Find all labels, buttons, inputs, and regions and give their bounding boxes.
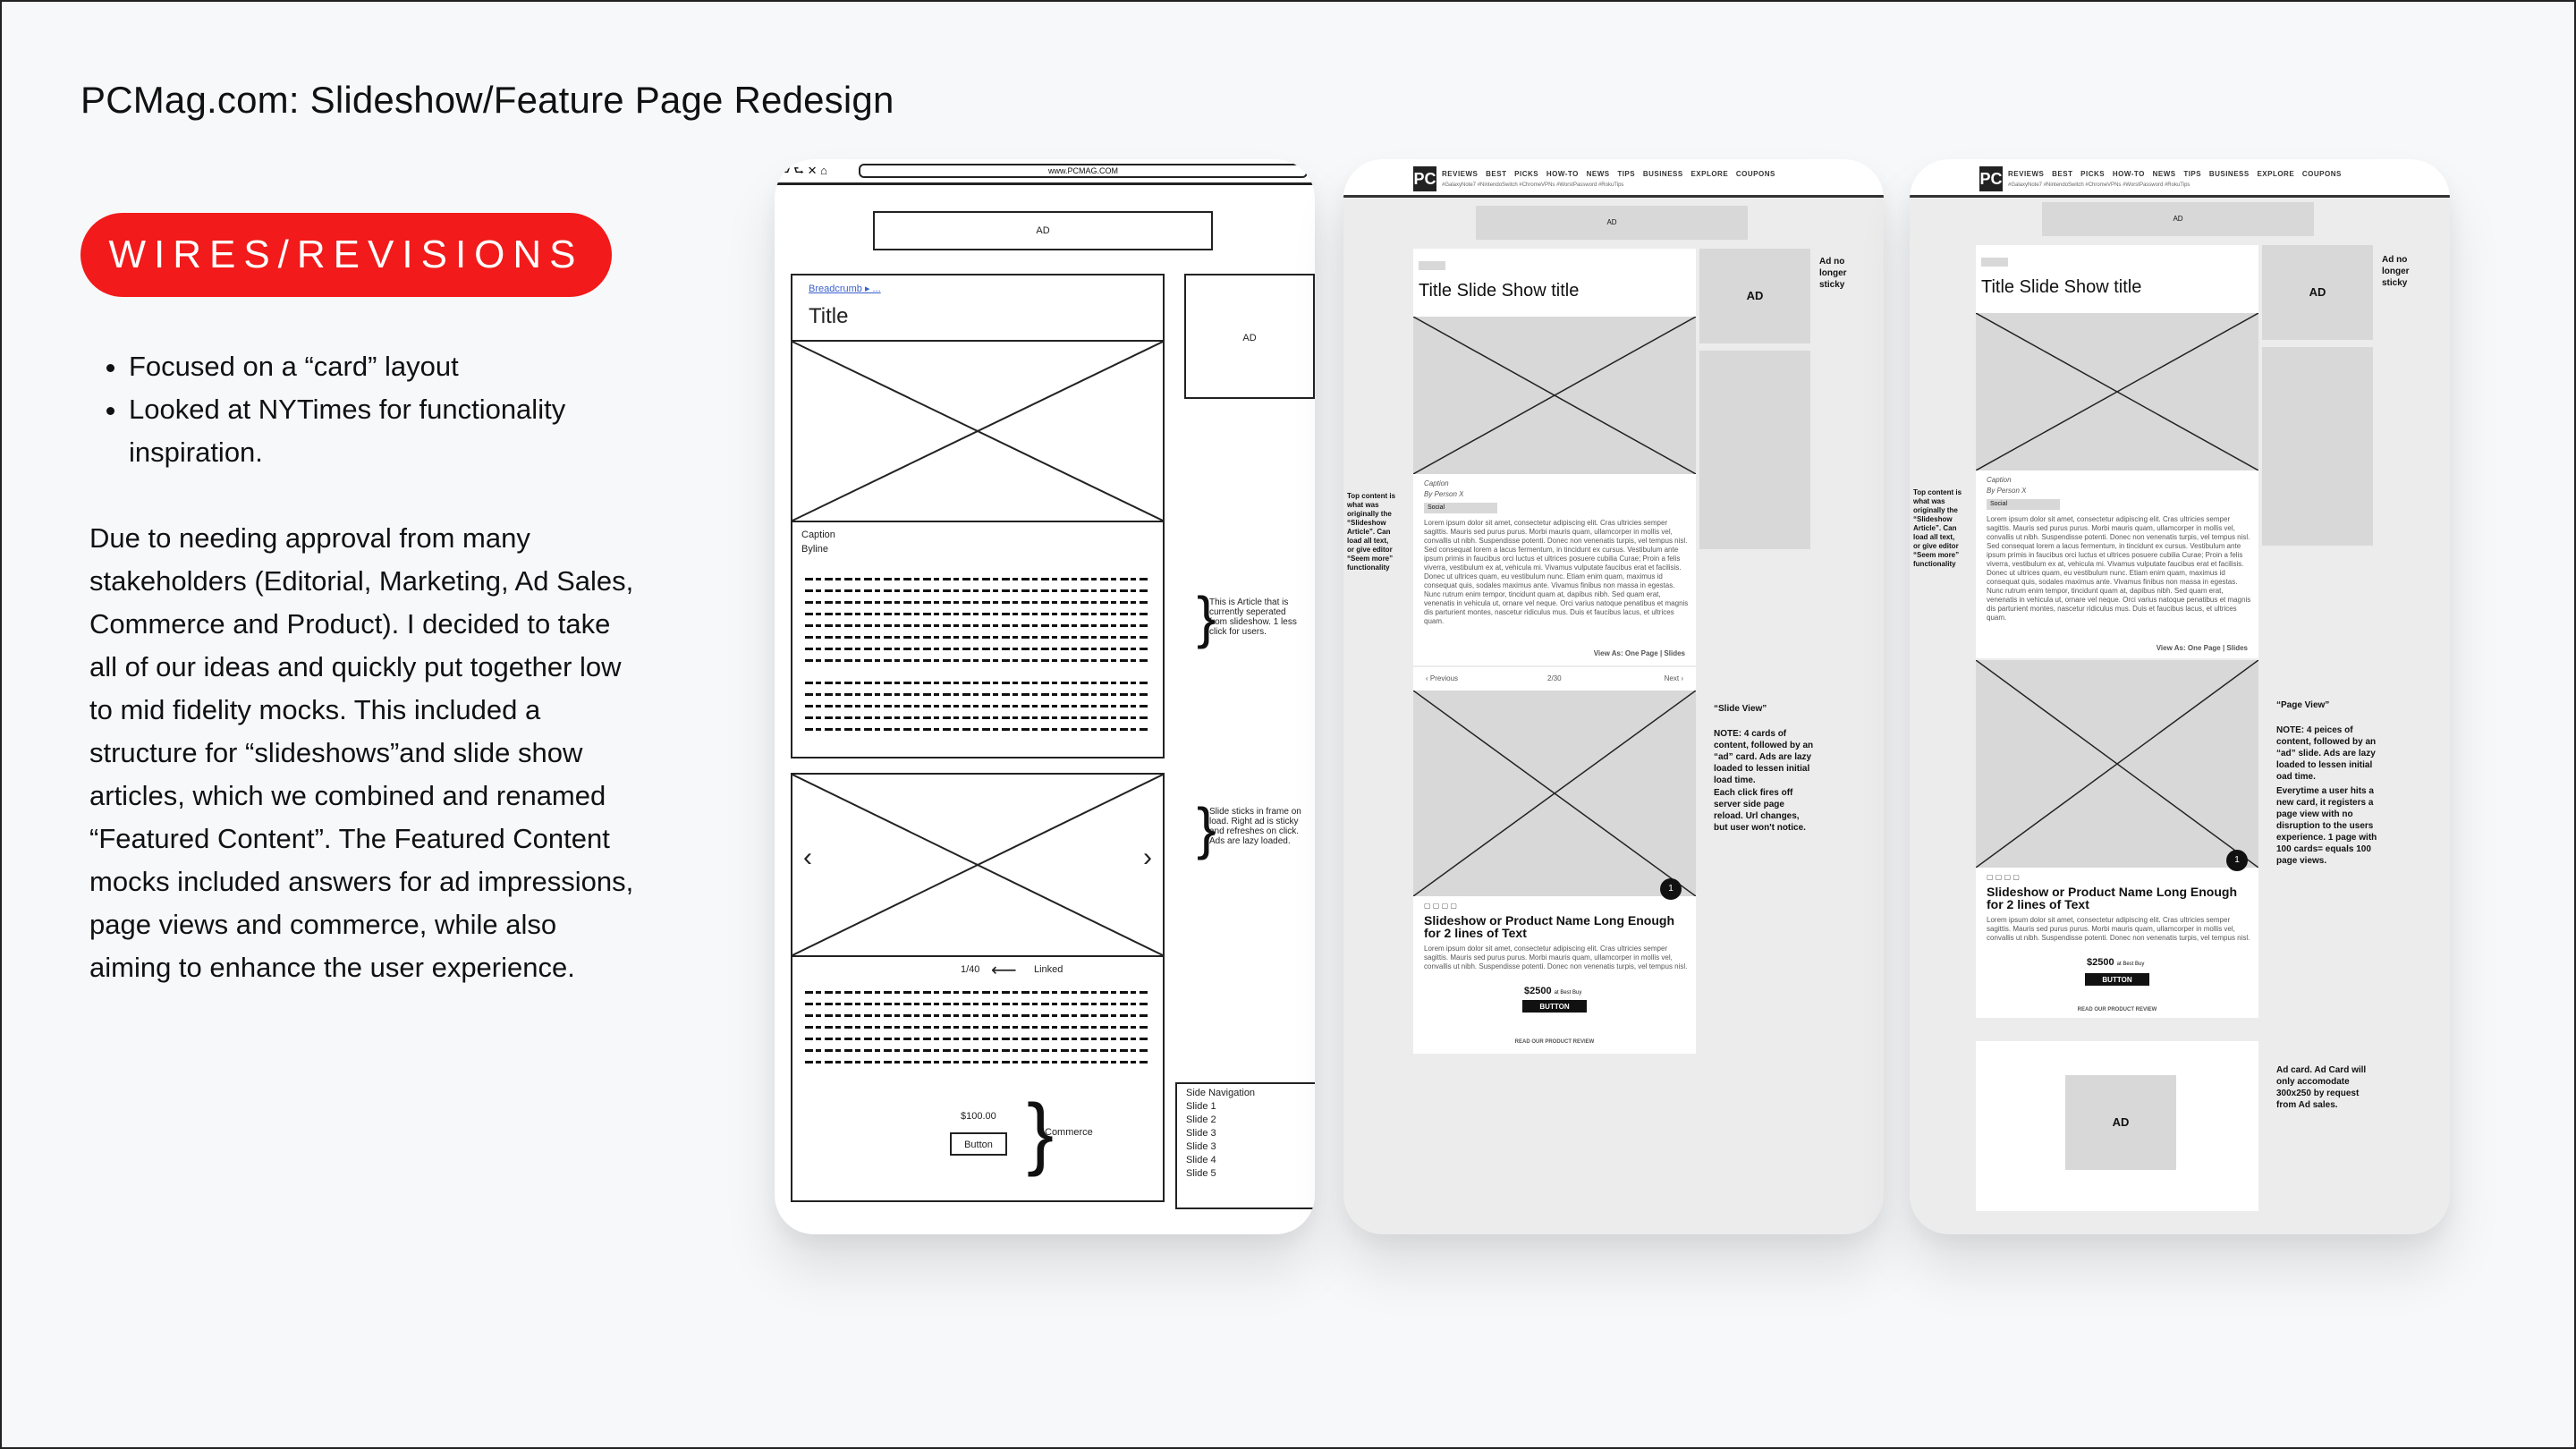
next-link[interactable]: Next › [1664, 674, 1683, 682]
page-title: PCMag.com: Slideshow/Feature Page Redesign [80, 79, 894, 121]
buy-button[interactable]: Button [950, 1132, 1007, 1156]
ad-slot-right-2 [1699, 351, 1810, 549]
caption: Caption [1987, 476, 2012, 484]
byline: By Person X [1424, 490, 1464, 498]
product-text: Lorem ipsum dolor sit amet, consectetur adipiscing elit. Cras ultricies semper sagittis. Mauris sed purus purus. Morbi mauris quam, ullamcorper in mollis vel, convallis ut nibh. Suspendisse potenti. Donec non venenatis turpis, vel tempus nisl. [1424, 945, 1688, 970]
article-body [791, 521, 1165, 758]
price: $100.00 [961, 1111, 996, 1122]
side-nav-item[interactable]: Slide 5 [1186, 1168, 1216, 1179]
annotation-left: Top content is what was originally the “Slideshow Article”. Can load all text, or give editor “Seem more” functionality [1347, 492, 1396, 572]
article-header [791, 274, 1165, 342]
price: $2500 at Best Buy [2087, 957, 2145, 968]
slide-card [1413, 667, 1696, 1054]
product-card [1976, 660, 2258, 1018]
byline: Byline [801, 544, 828, 555]
site-nav [1343, 159, 1884, 198]
pcmag-logo[interactable]: PC [1979, 166, 2003, 191]
browser-nav-icons: ⮐ ⮑ ✕ ⌂ [780, 164, 827, 177]
ad-slot-top: AD [2042, 202, 2314, 236]
bullet-item: • Focused on a “card” layout [129, 345, 665, 388]
slide-number-badge: 1 [2226, 850, 2248, 871]
annotation-commerce: Commerce [1045, 1127, 1093, 1138]
product-title: Slideshow or Product Name Long Enough for 2 lines of Text [1987, 885, 2238, 911]
image-placeholder-icon [1976, 313, 2258, 470]
nav-links[interactable]: REVIEWS BEST PICKS HOW-TO NEWS TIPS BUSINESS EXPLORE COUPONS [2008, 170, 2342, 178]
slide-body [791, 955, 1165, 1202]
social-bar[interactable]: Social [1424, 503, 1497, 513]
text-scribble [805, 991, 1150, 1072]
caption: Caption [801, 530, 835, 540]
annotation-left: Top content is what was originally the “Slideshow Article”. Can load all text, or give editor “Seem more” functionality [1913, 488, 1962, 568]
bullet-item: • Looked at NYTimes for functionality inspiration. [129, 388, 665, 474]
ad-slot-top: AD [1476, 206, 1748, 240]
annotation-article: This is Article that is currently seperated from slideshow. 1 less click for users. [1209, 597, 1297, 637]
text-scribble [805, 578, 1150, 740]
breadcrumb-chip [1981, 258, 2008, 267]
review-link[interactable]: READ OUR PRODUCT REVIEW [2077, 1007, 2157, 1013]
byline: By Person X [1987, 487, 2027, 495]
slide-frame [791, 773, 1165, 957]
article-card [1976, 245, 2258, 658]
ad-card [1976, 1041, 2258, 1211]
annotation-slide-view-title: “Slide View” [1714, 704, 1767, 714]
brace: } [1027, 1089, 1055, 1178]
nav-links[interactable]: REVIEWS BEST PICKS HOW-TO NEWS TIPS BUSINESS EXPLORE COUPONS [1442, 170, 1775, 178]
article-title: Title [809, 304, 849, 328]
slide-counter: 1/40 [961, 964, 980, 975]
arrow-icon: ⟵ [991, 961, 1017, 980]
annotation-ad: Ad no longer sticky [2382, 255, 2410, 288]
slide-number-badge: 1 [1660, 878, 1682, 900]
article-title: Title Slide Show title [1419, 281, 1580, 301]
buy-button[interactable]: BUTTON [2085, 973, 2149, 986]
prev-arrow-icon[interactable]: ‹ [803, 843, 812, 872]
ad-slot-side: AD [1184, 274, 1315, 399]
side-nav-item[interactable]: Slide 2 [1186, 1114, 1216, 1125]
view-as-toggle[interactable]: View As: One Page | Slides [2156, 644, 2248, 652]
annotation-slide-view-body2: Each click fires off server side page reload. Url changes, but user won't notice. [1714, 788, 1806, 833]
breadcrumb-chip [1419, 261, 1445, 270]
article-text: Lorem ipsum dolor sit amet, consectetur adipiscing elit. Cras ultricies semper sagittis. Mauris sed purus purus. Morbi mauris quam, ullamcorper in mollis vel, convallis ut nibh. Suspendisse potenti. Donec non venenatis turpis, vel tempus nisl. Sed consequat lorem a lacus fermentum, in tincidunt ex cursus. Vestibulum ante ipsum primis in faucibus orci luctus et ultrices posuere cubilia Curae; Proin a felis viverra, vestibulum ex at, vehicula mi. Vivamus vulputate faucibus erat et facilisis. Donec ut ultrices quam, eu vestibulum nunc. Etiam enim quam, maximus id consequat quis, sodales maximus ante. Vivamus finibus non massa in egestas. Nunc rutrum enim tempor, tincidunt quam at, dapibus nibh. Sed quam erat, venenatis in vehicula ut, ornare vel neque. Orci varius natoque penatibus et magnis dis parturient montes, nascetur ridiculus mus. Duis et faucibus lacus, et ultrices quam. [1987, 515, 2251, 622]
nav-tags[interactable]: #GalaxyNote7 #NintendoSwitch #ChromeVPNs #WorstPassword #RokuTips [2008, 182, 2190, 188]
browser-toolbar [775, 159, 1315, 185]
social-bar[interactable]: Social [1987, 499, 2060, 510]
article-text: Lorem ipsum dolor sit amet, consectetur adipiscing elit. Cras ultricies semper sagittis. Mauris sed purus purus. Morbi mauris quam, ullamcorper in mollis vel, convallis ut nibh. Suspendisse potenti. Donec non venenatis turpis, vel tempus nisl. Sed consequat lorem a lacus fermentum, in tincidunt ex cursus. Vestibulum ante ipsum primis in faucibus orci luctus et ultrices posuere cubilia Curae; Proin a felis viverra, vestibulum ex at, vehicula mi. Vivamus vulputate faucibus erat et facilisis. Donec ut ultrices quam, eu vestibulum nunc. Etiam enim quam, maximus id consequat quis, sodales maximus ante. Vivamus finibus non massa in egestas. Nunc rutrum enim tempor, tincidunt quam at, dapibus nibh. Sed quam erat, venenatis in vehicula ut, ornare vel neque. Orci varius natoque penatibus et magnis dis parturient montes, nascetur ridiculus mus. Duis et faucibus lacus, et ultrices quam. [1424, 519, 1689, 625]
social-icons[interactable]: ▢ ▢ ▢ ▢ [1424, 902, 1457, 910]
next-arrow-icon[interactable]: › [1143, 843, 1152, 872]
brace: } [1197, 796, 1216, 860]
social-icons[interactable]: ▢ ▢ ▢ ▢ [1987, 873, 2020, 881]
annotation-slide: Slide sticks in frame on load. Right ad is sticky and refreshes on click. Ads are lazy loaded. [1209, 807, 1301, 846]
side-navigation: Side Navigation Slide 1 Slide 2 Slide 3 Slide 3 Slide 4 Slide 5 [1175, 1082, 1315, 1209]
slide-image-placeholder [1976, 660, 2258, 868]
pcmag-logo[interactable]: PC [1413, 166, 1436, 191]
image-placeholder-icon [792, 342, 1163, 521]
product-title: Slideshow or Product Name Long Enough for 2 lines of Text [1424, 913, 1675, 940]
linked-label: Linked [1034, 964, 1063, 975]
slide-view-mock-phone [1343, 159, 1884, 1234]
caption: Caption [1424, 479, 1449, 487]
bullet-list [97, 345, 665, 474]
buy-button[interactable]: BUTTON [1522, 1000, 1587, 1013]
annotation-slide-view-body: NOTE: 4 cards of content, followed by an “ad” card. Ads are lazy loaded to lessen initial load time. [1714, 729, 1814, 785]
slide-image-placeholder [1413, 691, 1696, 896]
description-paragraph: Due to needing approval from many stakeholders (Editorial, Marketing, Ad Sales, Commerce and Product). I decided to take all of our ideas and quickly put together low to mid fidelity mocks. This included a structure for “slideshows”and slide show articles, which we combined and renamed “Featured Content”. The Featured Content mocks included answers for ad impressions, page views and commerce, while also aiming to enhance the user experience. [89, 522, 634, 983]
ad-slot-top: AD [873, 211, 1213, 250]
prev-link[interactable]: ‹ Previous [1426, 674, 1459, 682]
annotation-ad-card: Ad card. Ad Card will only accomodate 300x250 by request from Ad sales. [2276, 1065, 2367, 1110]
page-view-mock-phone [1910, 159, 2450, 1234]
hero-image-placeholder [1413, 317, 1696, 474]
annotation-ad: Ad no longer sticky [1819, 257, 1847, 290]
sketch-wireframe-phone [775, 159, 1315, 1234]
site-nav [1910, 159, 2450, 198]
side-nav-item[interactable]: Slide 1 [1186, 1101, 1216, 1112]
ad-card-slot: AD [2065, 1075, 2176, 1170]
annotation-page-view-body: NOTE: 4 peices of content, followed by an “ad” slide. Ads are lazy loaded to lessen initial oad time. [2276, 725, 2377, 782]
annotation-page-view-title: “Page View” [2276, 700, 2330, 710]
side-nav-item[interactable]: Slide 3 [1186, 1141, 1216, 1152]
product-text: Lorem ipsum dolor sit amet, consectetur adipiscing elit. Cras ultricies semper sagittis. Mauris sed purus purus. Morbi mauris quam, ullamcorper in mollis vel, convallis ut nibh. Suspendisse potenti. Donec non venenatis turpis, vel tempus nisl. [1987, 916, 2250, 942]
image-placeholder-icon [1413, 317, 1696, 474]
image-placeholder-icon [1976, 660, 2258, 868]
article-title: Title Slide Show title [1981, 277, 2142, 297]
ad-slot-right: AD [1699, 249, 1810, 343]
side-nav-item[interactable]: Slide 3 [1186, 1128, 1216, 1139]
image-placeholder-icon [1413, 691, 1696, 896]
slide-counter: 2/30 [1547, 674, 1562, 682]
address-bar[interactable] [859, 164, 1308, 178]
annotation-page-view-body2: Everytime a user hits a new card, it registers a page view with no disruption to the users experience. 1 page with 100 cards= equals 100 page views. [2276, 786, 2377, 866]
ad-slot-right: AD [2262, 245, 2373, 340]
side-nav-item[interactable]: Slide 4 [1186, 1155, 1216, 1165]
url-text: www.PCMAG.COM [1047, 166, 1118, 175]
hero-image-placeholder [1976, 313, 2258, 470]
ad-slot-right-2 [2262, 347, 2373, 546]
view-as-toggle[interactable]: View As: One Page | Slides [1593, 649, 1685, 657]
section-badge: WIRES/REVISIONS [80, 213, 612, 297]
price: $2500 at Best Buy [1524, 986, 1582, 996]
hero-image-placeholder [791, 340, 1165, 522]
brace: } [1197, 585, 1216, 649]
image-placeholder-icon [792, 775, 1163, 955]
review-link[interactable]: READ OUR PRODUCT REVIEW [1514, 1039, 1595, 1045]
article-card [1413, 249, 1696, 665]
nav-tags[interactable]: #GalaxyNote7 #NintendoSwitch #ChromeVPNs #WorstPassword #RokuTips [1442, 182, 1624, 188]
breadcrumb[interactable]: Breadcrumb ▸ ... [809, 284, 881, 294]
